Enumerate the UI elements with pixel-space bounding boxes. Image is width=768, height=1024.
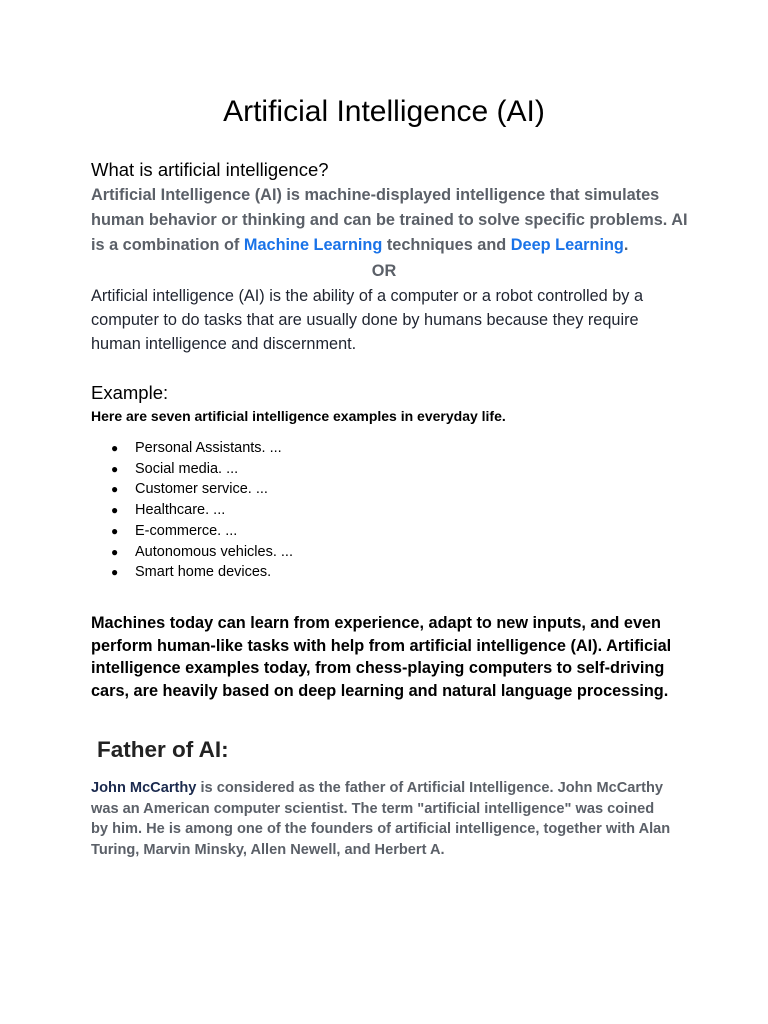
bullet-icon: ● — [111, 482, 119, 497]
list-item-text: Autonomous vehicles. ... — [135, 543, 293, 560]
alternate-definition-paragraph: Artificial intelligence (AI) is the ability of a computer or a robot controlled by a computer to do tasks that are usually done by humans because they require human intelligence and discernment. — [91, 287, 644, 353]
list-item-text: Social media. ... — [135, 460, 239, 477]
bullet-icon: ● — [111, 461, 119, 476]
deep-learning-link[interactable]: Deep Learning — [510, 236, 624, 254]
or-separator: OR — [371, 262, 397, 280]
list-item — [108, 500, 293, 521]
document-title: Artificial Intelligence (AI) — [223, 95, 545, 128]
bullet-icon: ● — [111, 565, 119, 580]
father-description: is considered as the father of Artificial Intelligence. John McCarthy was an American computer scientist. The term "artificial intelligence" was coined by him. He is among one of the founders of artificial intelligence, together with Alan Turing, Marvin Minsky, Allen Newell, and Herbert A. — [91, 780, 671, 858]
machines-paragraph: Machines today can learn from experience, adapt to new inputs, and even perform human-like tasks with help from artificial intelligence (AI). Artificial intelligence examples today, from chess-playing computers to self-driving cars, are heavily based on deep learning and natural language processing. — [91, 614, 672, 700]
examples-intro: Here are seven artificial intelligence examples in everyday life. — [91, 408, 506, 424]
list-item — [108, 479, 293, 500]
list-item — [108, 562, 293, 583]
definition-paragraph — [91, 183, 691, 258]
question-heading: What is artificial intelligence? — [91, 159, 329, 180]
list-item-text: Personal Assistants. ... — [135, 440, 282, 456]
father-paragraph — [91, 778, 671, 860]
examples-list — [108, 438, 293, 583]
father-name: John McCarthy — [91, 780, 197, 796]
list-item — [108, 542, 293, 563]
list-item — [108, 459, 293, 480]
example-heading: Example: — [91, 382, 169, 403]
father-heading: Father of AI: — [97, 737, 229, 762]
definition-middle-text: techniques and — [382, 236, 511, 254]
bullet-icon: ● — [111, 503, 119, 518]
definition-text: Artificial Intelligence (AI) is machine-displayed intelligence that simulates human behavior or thinking and can be trained to solve specific problems. AI is a combination of — [91, 186, 688, 254]
list-item-text: Customer service. ... — [135, 481, 268, 498]
bullet-icon: ● — [111, 523, 119, 538]
list-item-text: E-commerce. ... — [135, 522, 238, 539]
machine-learning-link[interactable]: Machine Learning — [243, 236, 383, 254]
list-item — [108, 438, 293, 459]
bullet-icon: ● — [111, 544, 119, 559]
list-item-text: Smart home devices. — [135, 564, 272, 581]
bullet-icon: ● — [111, 441, 119, 455]
list-item-text: Healthcare. ... — [135, 502, 226, 519]
list-item — [108, 521, 293, 542]
definition-end-text: . — [623, 236, 629, 254]
